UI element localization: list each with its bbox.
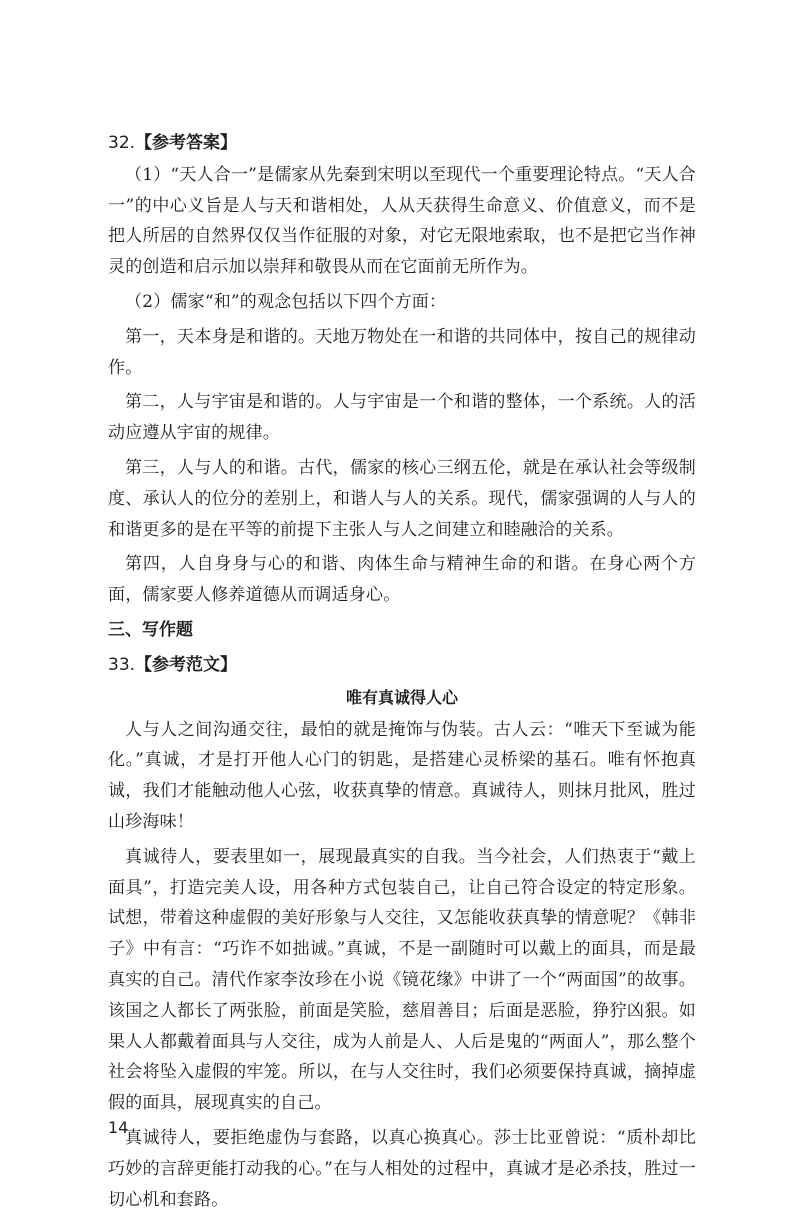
section-heading: 三、写作题 bbox=[108, 619, 193, 640]
answer-label: 【参考范文】 bbox=[135, 654, 238, 675]
question-33-heading bbox=[108, 650, 696, 681]
essay-title: 唯有真诚得人心 bbox=[345, 687, 458, 707]
question-32-heading bbox=[108, 128, 696, 159]
paragraph: 第二，人与宇宙是和谐的。人与宇宙是一个和谐的整体，一个系统。人的活动应遵从宇宙的规律。 bbox=[108, 392, 696, 444]
question-number: 33. bbox=[108, 654, 136, 675]
paragraph: 真诚待人，要表里如一，展现最真实的自我。当今社会，人们热衷于“戴上面具”，打造完美人设，用各种方式包装自己，让自己符合设定的特定形象。试想，带着这种虚假的美好形象与人交往，又怎能收获真挚的情意呢？《韩非子》中有言：“巧诈不如拙诚。”真诚，不是一副随时可以戴上的面具，而是最真实的自己。清代作家李汝珍在小说《镜花缘》中讲了一个“两面国”的故事。该国之人都长了两张脸，前面是笑脸，慈眉善目；后面是恶脸，狰狞凶狠。如果人人都戴着面具与人交往，成为人前是人、人后是鬼的“两面人”，那么整个社会将坠入虚假的牢笼。所以，在与人交往时，我们必须要保持真诚，摘掉虚假的面具，展现真实的自己。 bbox=[108, 846, 696, 1114]
paragraph: 真诚待人，要拒绝虚伪与套路，以真心换真心。莎士比亚曾说：“质朴却比巧妙的言辞更能打动我的心。”在与人相处的过程中，真诚才是必杀技，胜过一切心机和套路。 bbox=[108, 1127, 696, 1210]
page-content bbox=[108, 128, 696, 1215]
paragraph: 第一，天本身是和谐的。天地万物处在一和谐的共同体中，按自己的规律动作。 bbox=[108, 326, 696, 378]
paragraph: （1）“天人合一”是儒家从先秦到宋明以至现代一个重要理论特点。“天人合一”的中心义旨是人与天和谐相处，人从天获得生命意义、价值意义，而不是把人所居的自然界仅仅当作征服的对象，对它无限地索取，也不是把它当作神灵的创造和启示加以崇拜和敬畏从而在它面前无所作为。 bbox=[108, 164, 696, 278]
paragraph: 第四，人自身身与心的和谐、肉体生命与精神生命的和谐。在身心两个方面，儒家要人修养道德从而调适身心。 bbox=[108, 554, 696, 606]
question-number: 32. bbox=[108, 133, 136, 153]
answer-label: 【参考答案】 bbox=[135, 133, 238, 153]
page-number: 14 bbox=[108, 1118, 129, 1137]
paragraph: 第三，人与人的和谐。古代，儒家的核心三纲五伦，就是在承认社会等级制度、承认人的位分的差别上，和谐人与人的关系。现代，儒家强调的人与人的和谐更多的是在平等的前提下主张人与人之间建立和睦融洽的关系。 bbox=[108, 457, 696, 540]
paragraph: （2）儒家“和”的观念包括以下四个方面： bbox=[125, 291, 447, 312]
paragraph: 人与人之间沟通交往，最怕的就是掩饰与伪装。古人云：“唯天下至诚为能化。”真诚，才是打开他人心门的钥匙，是搭建心灵桥梁的基石。唯有怀抱真诚，我们才能触动他人心弦，收获真挚的情意。真诚待人，则抹月批风，胜过山珍海味！ bbox=[108, 719, 696, 832]
